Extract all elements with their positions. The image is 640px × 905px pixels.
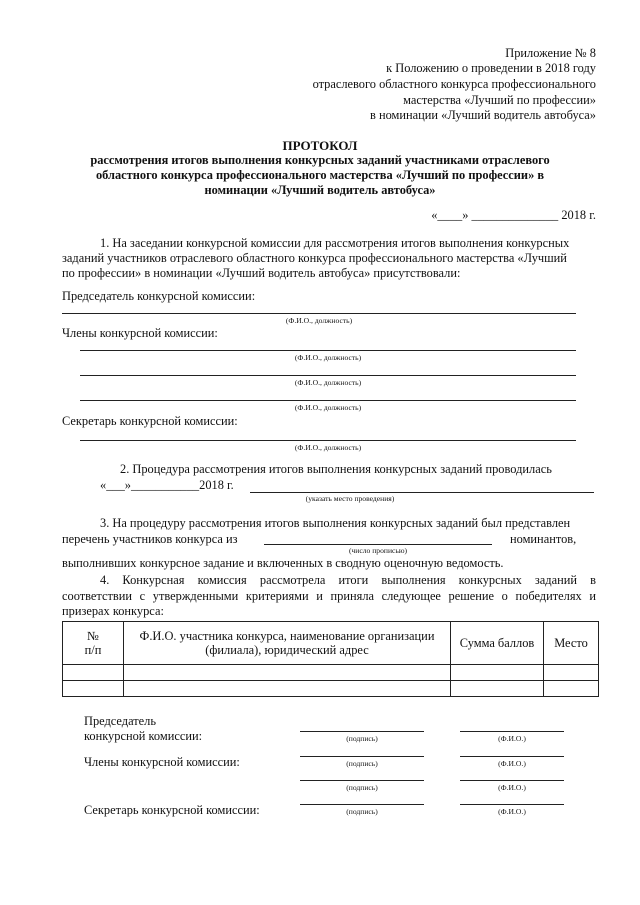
- appendix-contest: отраслевого областного конкурса профессионального: [312, 77, 596, 91]
- para3-count-line: [264, 544, 492, 545]
- sig-member1-fio-line: [460, 756, 564, 757]
- sig-secretary-label: Секретарь конкурсной комиссии:: [84, 803, 260, 817]
- para3-line1: 3. На процедуру рассмотрения итогов выполнения конкурсных заданий был представлен: [100, 516, 571, 530]
- para1-line3: по профессии» в номинации «Лучший водитель автобуса» присутствовали:: [62, 266, 461, 280]
- results-table: [62, 621, 599, 697]
- para4-line1: 4. Конкурсная комиссия рассмотрела итоги выполнения конкурсных заданий в: [100, 573, 596, 587]
- appendix-mastery: мастерства «Лучший по профессии»: [403, 93, 596, 107]
- sig-member2-fio-hint: (Ф.И.О.): [498, 783, 526, 792]
- secretary-line: [80, 440, 576, 441]
- appendix-nomination: в номинации «Лучший водитель автобуса»: [370, 108, 596, 122]
- sig-member1-sign-line: [300, 756, 424, 757]
- chairman-hint: (Ф.И.О., должность): [285, 316, 353, 325]
- para3-line2-start: перечень участников конкурса из: [62, 532, 238, 546]
- member-hint-2: (Ф.И.О., должность): [294, 378, 362, 387]
- chairman-line: [62, 313, 576, 314]
- secretary-hint: (Ф.И.О., должность): [294, 443, 362, 452]
- member-hint-1: (Ф.И.О., должность): [294, 353, 362, 362]
- sig-chairman-line1: Председатель: [84, 714, 157, 728]
- protocol-title: ПРОТОКОЛ: [282, 138, 358, 153]
- sig-member2-sign-line: [300, 780, 424, 781]
- secretary-label: Секретарь конкурсной комиссии:: [62, 414, 238, 428]
- para2-place-line: [250, 492, 594, 493]
- header-number-line1: №: [87, 629, 99, 643]
- chairman-label: Председатель конкурсной комиссии:: [62, 289, 256, 303]
- para4-line2: соответствии с утвержденными критериями и приняла следующее решение о победителях и: [62, 589, 596, 603]
- table-cell: [63, 665, 124, 681]
- header-name-line1: Ф.И.О. участника конкурса, наименование организации: [139, 629, 435, 643]
- header-name-line2: (филиала), юридический адрес: [205, 643, 369, 657]
- header-name: [124, 622, 451, 665]
- header-place: Место: [544, 622, 599, 665]
- sig-chairman-sign-line: [300, 731, 424, 732]
- table-cell: [124, 681, 451, 697]
- para1-line2: заданий участников отраслевого областного конкурса профессионального мастерства «Лучший: [62, 251, 567, 265]
- member-line-3: [80, 400, 576, 401]
- table-cell: [63, 681, 124, 697]
- member-line-1: [80, 350, 576, 351]
- members-label: Члены конкурсной комиссии:: [62, 326, 218, 340]
- sig-members-label: Члены конкурсной комиссии:: [84, 755, 240, 769]
- sig-chairman-sign-hint: (подпись): [346, 734, 378, 743]
- sig-secretary-sign-hint: (подпись): [346, 807, 378, 816]
- table-row: [63, 665, 599, 681]
- sig-secretary-fio-hint: (Ф.И.О.): [498, 807, 526, 816]
- member-hint-3: (Ф.И.О., должность): [294, 403, 362, 412]
- table-row: [63, 681, 599, 697]
- table-cell: [451, 665, 544, 681]
- para2-place-hint: (указать место проведения): [305, 494, 395, 503]
- sig-chairman-fio-line: [460, 731, 564, 732]
- sig-secretary-fio-line: [460, 804, 564, 805]
- protocol-subtitle-3: номинации «Лучший водитель автобуса»: [204, 183, 436, 197]
- protocol-subtitle-1: рассмотрения итогов выполнения конкурсных заданий участниками отраслевого: [90, 153, 550, 167]
- para3-line2-end: номинантов,: [510, 532, 577, 546]
- table-cell: [544, 681, 599, 697]
- table-header-row: [63, 622, 599, 665]
- appendix-regulation: к Положению о проведении в 2018 году: [386, 61, 596, 75]
- sig-member1-sign-hint: (подпись): [346, 759, 378, 768]
- table-cell: [544, 665, 599, 681]
- appendix-number: Приложение № 8: [505, 46, 596, 60]
- para2-date: «___»___________2018 г.: [100, 478, 234, 492]
- sig-chairman-fio-hint: (Ф.И.О.): [498, 734, 526, 743]
- para3-line3: выполнивших конкурсное задание и включенных в сводную оценочную ведомость.: [62, 556, 504, 570]
- table-cell: [451, 681, 544, 697]
- para3-count-hint: (число прописью): [348, 546, 408, 555]
- member-line-2: [80, 375, 576, 376]
- sig-member1-fio-hint: (Ф.И.О.): [498, 759, 526, 768]
- protocol-date: «____» ______________ 2018 г.: [431, 208, 596, 222]
- header-number: [63, 622, 124, 665]
- sig-secretary-sign-line: [300, 804, 424, 805]
- table-cell: [124, 665, 451, 681]
- protocol-subtitle-2: областного конкурса профессионального мастерства «Лучший по профессии» в: [95, 168, 545, 182]
- sig-member2-sign-hint: (подпись): [346, 783, 378, 792]
- para4-line3: призерах конкурса:: [62, 604, 164, 618]
- para2-line1: 2. Процедура рассмотрения итогов выполнения конкурсных заданий проводилась: [120, 462, 552, 476]
- para1-line1: 1. На заседании конкурсной комиссии для рассмотрения итогов выполнения конкурсных: [100, 236, 570, 250]
- sig-member2-fio-line: [460, 780, 564, 781]
- header-score: Сумма баллов: [451, 622, 544, 665]
- sig-chairman-line2: конкурсной комиссии:: [84, 729, 203, 743]
- header-number-line2: п/п: [84, 643, 102, 657]
